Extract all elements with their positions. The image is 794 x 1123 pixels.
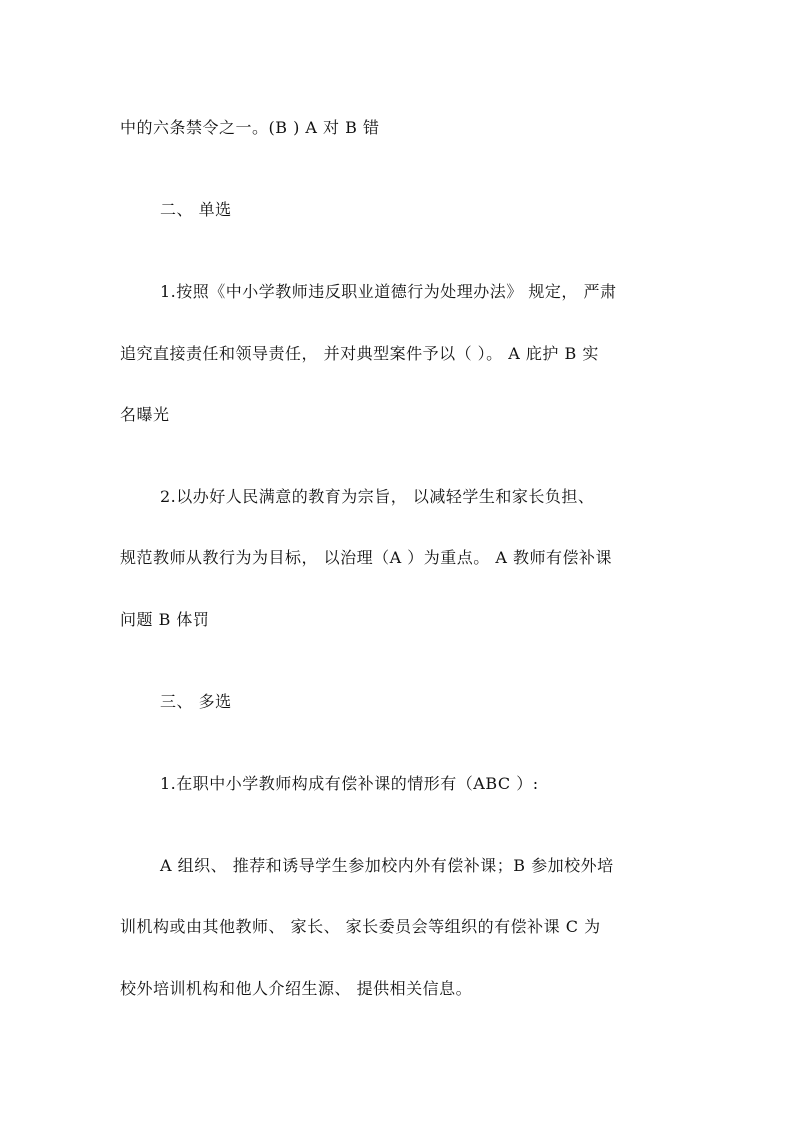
text-line-1: 中的六条禁令之一。(B ) A 对 B 错	[120, 118, 380, 137]
option-line: A 组织、 推荐和诱导学生参加校内外有偿补课；B 参加校外培	[160, 856, 614, 875]
section-heading-single-choice: 二、 单选	[160, 200, 232, 219]
question-line: 问题 B 体罚	[120, 610, 210, 629]
question-line: 规范教师从教行为为目标， 以治理（A ）为重点。 A 教师有偿补课	[120, 548, 612, 567]
question-line: 2.以办好人民满意的教育为宗旨， 以减轻学生和家长负担、	[160, 487, 595, 506]
question-line: 1.在职中小学教师构成有偿补课的情形有（ABC ）:	[160, 774, 539, 793]
question-line: 名曝光	[120, 405, 170, 424]
question-line: 追究直接责任和领导责任， 并对典型案件予以（ ）。 A 庇护 B 实	[120, 344, 599, 363]
option-line: 训机构或由其他教师、 家长、 家长委员会等组织的有偿补课 C 为	[120, 917, 601, 936]
section-heading-multiple-choice: 三、 多选	[160, 692, 232, 711]
question-line: 1.按照《中小学教师违反职业道德行为处理办法》 规定， 严肃	[160, 282, 617, 301]
option-line: 校外培训机构和他人介绍生源、 提供相关信息。	[120, 979, 473, 998]
